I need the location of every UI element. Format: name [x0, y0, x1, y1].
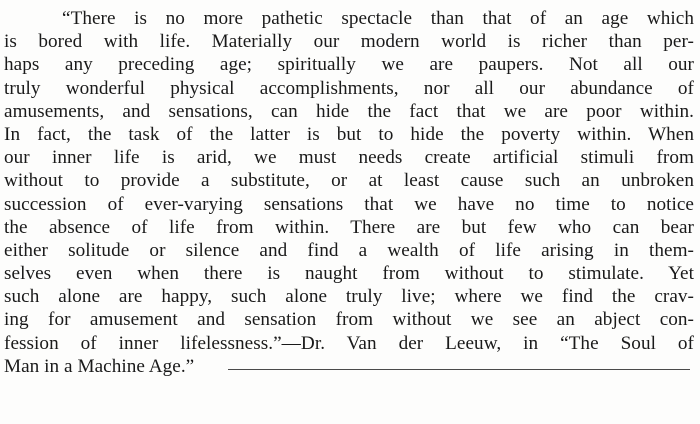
text-line-12: selves even when there is naught from without to stimulate. Yet: [4, 263, 694, 285]
quote-paragraph: [4, 7, 694, 378]
separator-rule: [228, 369, 690, 370]
text-line-8: without to provide a substitute, or at least cause such an unbroken: [4, 170, 694, 192]
text-line-9: succession of ever-varying sensations that we have no time to notice: [4, 193, 694, 215]
text-line-1: “There is no more pathetic spectacle than that of an age which: [62, 8, 694, 29]
text-line-10: the absence of life from within. There are but few who can bear: [4, 216, 694, 238]
text-line-2: is bored with life. Materially our modern world is richer than per-: [4, 31, 694, 53]
text-line-15: fession of inner lifelessness.”—Dr. Van der Leeuw, in “The Soul of: [4, 332, 694, 354]
text-line-11: either solitude or silence and find a wealth of life arising in them-: [4, 239, 694, 261]
text-line-16: [4, 355, 694, 378]
attribution-end: Man in a Machine Age.”: [4, 355, 195, 377]
text-line-6: In fact, the task of the latter is but to hide the poverty within. When: [4, 123, 694, 145]
text-line-13: such alone are happy, such alone truly live; where we find the crav-: [4, 286, 694, 308]
text-line-3: haps any preceding age; spiritually we are paupers. Not all our: [4, 54, 694, 76]
text-line-4: truly wonderful physical accomplishments, nor all our abundance of: [4, 77, 694, 99]
text-line-14: ing for amusement and sensation from without we see an abject con-: [4, 309, 694, 331]
text-line-7: our inner life is arid, we must needs create artificial stimuli from: [4, 147, 694, 169]
text-line-5: amusements, and sensations, can hide the fact that we are poor within.: [4, 100, 694, 122]
